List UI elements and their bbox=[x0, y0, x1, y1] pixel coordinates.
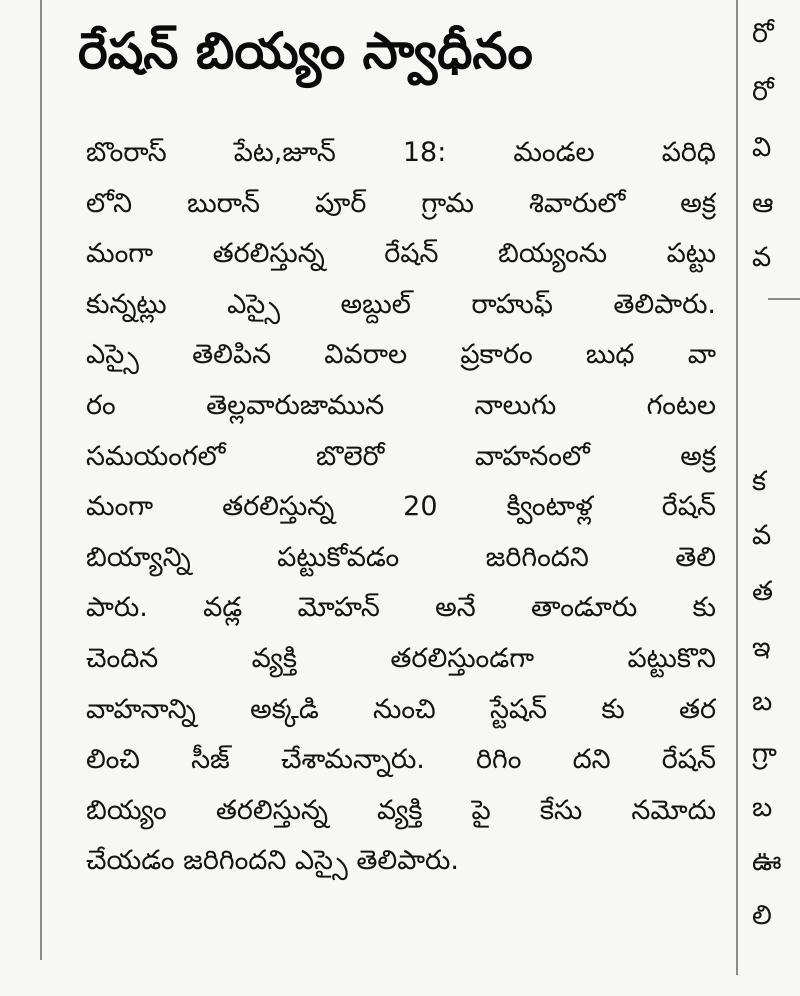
side-text-fragment: త bbox=[752, 576, 774, 607]
side-text-fragment: రో bbox=[752, 18, 774, 49]
side-text-fragment: లి bbox=[752, 900, 772, 931]
article-line: మంగా తరలిస్తున్న రేషన్ బియ్యంను పట్టు bbox=[86, 238, 716, 270]
article-line: పారు. వడ్ల మోహన్ అనే తాండూరు కు bbox=[86, 592, 716, 624]
article-line: బొంరాస్ పేట,జూన్ 18: మండల పరిధి bbox=[86, 137, 716, 168]
article-line: మంగా తరలిస్తున్న 20 క్వింటాళ్ల రేషన్ bbox=[86, 491, 716, 523]
article-line: రం తెల్లవారుజామున నాలుగు గంటల bbox=[86, 389, 716, 421]
article-line: చేయడం జరిగిందని ఎస్సై తెలిపారు. bbox=[86, 845, 459, 877]
article-line: లించి సీజ్ చేశామన్నారు. రిగిం దని రేషన్ bbox=[86, 744, 716, 776]
side-text-fragment: బ bbox=[752, 686, 773, 717]
side-text-fragment: వ bbox=[752, 242, 772, 273]
article-line: లోని బురాన్ పూర్ గ్రామ శివారులో అక్ర bbox=[86, 187, 716, 219]
side-text-fragment: వి bbox=[752, 132, 772, 163]
side-text-fragment: రో bbox=[752, 76, 774, 107]
side-text-fragment: ఊ bbox=[752, 846, 782, 877]
side-text-fragment: క bbox=[752, 466, 767, 497]
column-divider-rule bbox=[736, 0, 738, 975]
article-line: సమయంగలో బొలెరో వాహనంలో అక్ర bbox=[86, 440, 716, 472]
side-column-rule bbox=[768, 298, 800, 300]
article-line: ఎస్సై తెలిపిన వివరాల ప్రకారం బుధ వా bbox=[86, 339, 716, 371]
article-line: బియ్యాన్ని పట్టుకోవడం జరిగిందని తెలి bbox=[86, 541, 716, 573]
side-text-fragment: ఇ bbox=[752, 632, 771, 663]
side-text-fragment: బ bbox=[752, 792, 773, 823]
article-line: వాహనాన్ని అక్కడి నుంచి స్టేషన్ కు తర bbox=[86, 693, 716, 725]
article-line: చెందిన వ్యక్తి తరలిస్తుండగా పట్టుకొని bbox=[86, 642, 716, 674]
article-line: కున్నట్లు ఎస్సై అబ్దుల్ రాహుఫ్ తెలిపారు. bbox=[86, 288, 716, 320]
article-body bbox=[86, 128, 716, 887]
side-text-fragment: ఆ bbox=[752, 188, 774, 219]
side-text-fragment: గ్రా bbox=[752, 738, 777, 769]
left-margin-rule bbox=[40, 0, 42, 960]
article-headline: రేషన్ బియ్యం స్వాధీనం bbox=[78, 22, 533, 80]
article-line: బియ్యం తరలిస్తున్న వ్యక్తి పై కేసు నమోదు bbox=[86, 794, 716, 826]
side-text-fragment: వ bbox=[752, 520, 772, 551]
adjacent-column-fragment bbox=[752, 0, 800, 996]
